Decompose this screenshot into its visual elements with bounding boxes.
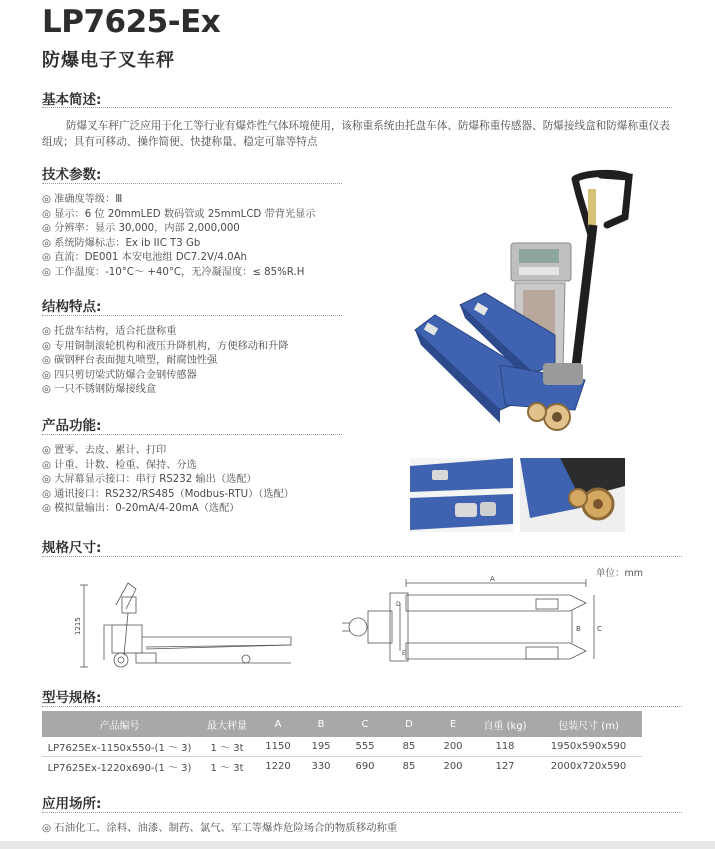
tech-item: ◎ 直流：DE001 本安电池组 DC7.2V/4.0Ah — [42, 252, 248, 264]
table-cell: 1 ～ 3t — [197, 737, 257, 757]
table-cell: 690 — [355, 761, 375, 772]
table-row — [42, 737, 642, 757]
function-item: ◎ 计重、计数、检重、保持、分选 — [42, 459, 197, 471]
structure-item: ◎ 一只不锈钢防爆接线盒 — [42, 384, 157, 396]
functions-divider — [42, 434, 342, 435]
table-cell: LP7625Ex-1150x550-(1 ～ 3) — [42, 737, 197, 757]
models-divider — [42, 706, 682, 707]
overview-divider — [42, 107, 672, 108]
structure-divider — [42, 315, 342, 316]
functions-heading: 产品功能: — [42, 418, 102, 434]
functions-list — [42, 444, 294, 517]
structure-heading: 结构特点: — [42, 299, 102, 315]
structure-list — [42, 325, 288, 398]
height-dimension-label: 1215 — [74, 617, 82, 635]
header-cell: 包装尺寸 (m) — [535, 711, 642, 737]
tech-item: ◎ 准确度等级：Ⅲ — [42, 194, 123, 205]
dimension-label-b: B — [576, 625, 581, 633]
structure-item: ◎ 四只剪切梁式防爆合金钢传感器 — [42, 369, 197, 381]
dimension-label-e: E — [402, 650, 406, 657]
product-name-subtitle: 防爆电子叉车秤 — [42, 50, 175, 71]
applications-heading: 应用场所: — [42, 796, 102, 812]
table-cell: 1150 — [257, 737, 299, 757]
function-item: ◎ 大屏幕显示接口：串行 RS232 输出（选配） — [42, 474, 257, 486]
table-cell: 2000x720x590 — [550, 761, 627, 772]
structure-item: ◎ 碳钢秤台表面抛丸喷塑，耐腐蚀性强 — [42, 355, 218, 367]
overview-heading: 基本简述: — [42, 92, 102, 108]
applications-divider — [42, 812, 682, 813]
dimension-label-a: A — [490, 575, 495, 583]
tech-item: ◎ 显示：6 位 20mmLED 数码管或 25mmLCD 带背光显示 — [42, 208, 316, 220]
header-cell: 产品编号 — [42, 711, 197, 737]
table-cell: 200 — [443, 761, 463, 772]
table-cell: 118 — [475, 737, 535, 757]
tech-item: ◎ 工作温度：-10°C～ +40°C，无冷凝湿度：≤ 85%R.H — [42, 266, 305, 278]
wheel-detail-photo — [520, 458, 625, 532]
tech-heading: 技术参数: — [42, 167, 102, 183]
top-view-drawing — [340, 575, 610, 675]
structure-item: ◎ 托盘车结构，适合托盘称重 — [42, 326, 177, 337]
table-cell: 1220 — [265, 761, 291, 772]
header-cell: 最大秤量 — [197, 711, 257, 737]
tech-item: ◎ 分辨率：显示 30,000，内部 2,000,000 — [42, 223, 240, 235]
header-cell: D — [387, 711, 431, 737]
dimensions-divider — [42, 556, 682, 557]
header-cell: E — [431, 711, 475, 737]
table-cell: 1950x590x590 — [535, 737, 642, 757]
side-view-drawing — [76, 575, 301, 675]
product-model-title: LP7625-Ex — [42, 4, 221, 40]
footer-bar — [0, 841, 715, 849]
tech-item: ◎ 系统防爆标志：Ex ib IIC T3 Gb — [42, 237, 201, 249]
header-cell: B — [299, 711, 343, 737]
model-spec-table — [42, 711, 642, 776]
tech-list — [42, 193, 315, 281]
dimension-label-c: C — [597, 625, 602, 633]
function-item: ◎ 模拟量输出：0-20mA/4-20mA（选配） — [42, 503, 240, 515]
table-cell: 330 — [311, 761, 331, 772]
dimension-label-d: D — [396, 601, 401, 608]
table-cell: 85 — [387, 737, 431, 757]
header-cell: 自重 (kg) — [475, 711, 535, 737]
tech-divider — [42, 183, 342, 184]
header-cell: A — [257, 711, 299, 737]
table-cell: LP7625Ex-1220x690-(1 ～ 3) — [47, 763, 192, 774]
table-cell: 85 — [402, 761, 416, 772]
header-cell: C — [343, 711, 387, 737]
table-header-row — [42, 711, 642, 737]
structure-item: ◎ 专用铜制滚轮机构和液压升降机构，方便移动和升降 — [42, 340, 289, 352]
table-row — [42, 757, 642, 777]
applications-text: ◎ 石油化工、涂料、油漆、制药、氯气、军工等爆炸危险场合的物质移动称重 — [42, 822, 398, 834]
fork-detail-photo — [410, 458, 513, 532]
overview-text: 防爆叉车秤广泛应用于化工等行业有爆炸性气体环境使用，该称重系统由托盘车体、防爆称重传感器、防爆接线盒和防爆称重仪表组成；具有可移动、操作简便、快捷称量、稳定可靠等特点 — [42, 120, 670, 148]
table-cell: 195 — [299, 737, 343, 757]
table-cell: 200 — [431, 737, 475, 757]
table-cell: 1 ～ 3t — [210, 763, 244, 774]
unit-label: 单位：mm — [595, 568, 643, 579]
function-item: ◎ 置零、去皮、累计、打印 — [42, 445, 167, 456]
models-heading: 型号规格: — [42, 690, 102, 706]
table-cell: 555 — [343, 737, 387, 757]
function-item: ◎ 通讯接口：RS232/RS485（Modbus-RTU）（选配） — [42, 488, 294, 500]
table-cell: 127 — [495, 761, 515, 772]
dimensions-heading: 规格尺寸: — [42, 540, 102, 556]
pallet-truck-scale-image — [405, 165, 650, 445]
